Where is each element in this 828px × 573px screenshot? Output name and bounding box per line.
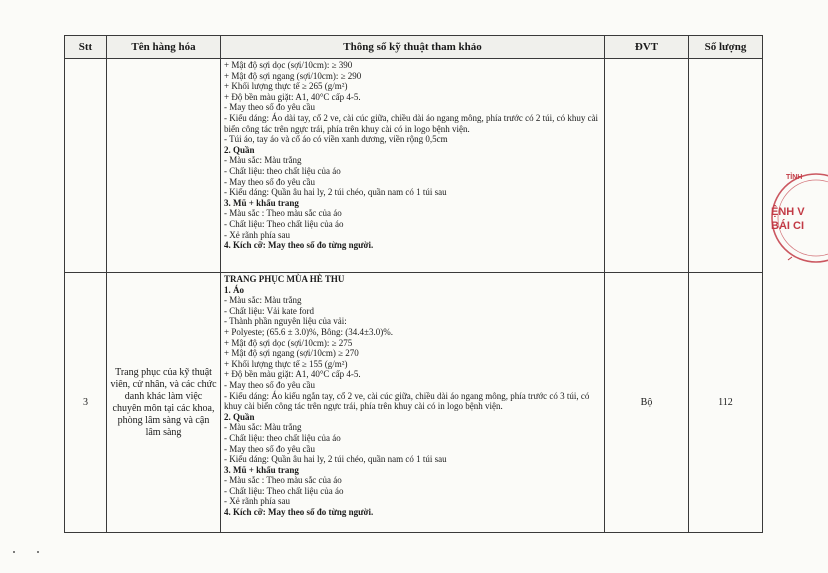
row1_lines-line: + Độ bền màu giặt: A1, 40°C cấp 4-5. bbox=[224, 91, 361, 102]
row2-spec-line: - Chất liệu: theo chất liệu của áo bbox=[224, 432, 341, 443]
table-row bbox=[65, 273, 763, 533]
row1_lines-line: + Mật độ sợi ngang (sợi/10cm): ≥ 290 bbox=[224, 70, 362, 81]
header-quantity: Số lượng bbox=[689, 36, 763, 59]
row2-spec-line: + Mật độ sợi ngang (sợi/10cm) ≥ 270 bbox=[224, 348, 359, 359]
row1_lines-line: - Màu sắc : Theo màu sắc của áo bbox=[224, 208, 342, 219]
row2-spec-line: - Thành phần nguyên liệu của vải: bbox=[224, 316, 347, 327]
row1_lines-line: - Kiểu dáng: Quần âu hai ly, 2 túi chéo, quần nam có 1 túi sau bbox=[224, 187, 447, 198]
row2-spec-line: + Polyeste; (65.6 ± 3.0)%, Bông: (34.4±3.0)%. bbox=[224, 326, 393, 337]
row1_lines-line: 4. Kích cỡ: May theo số đo từng người. bbox=[224, 240, 374, 251]
row1_lines-line: 3. Mũ + khẩu trang bbox=[224, 197, 299, 208]
scan-speck bbox=[13, 551, 15, 553]
row2-spec-line: - Màu sắc: Màu trắng bbox=[224, 422, 302, 433]
row2-spec-line: + Mật độ sợi dọc (sợi/10cm): ≥ 275 bbox=[224, 337, 353, 348]
row2-item-name: Trang phục của kỹ thuật viên, cử nhân, và các chức danh khác làm việc chuyên môn tại các khoa, phòng lâm sàng và cận lâm sàng bbox=[107, 273, 221, 533]
header-spec: Thông số kỹ thuật tham khảo bbox=[221, 36, 605, 59]
row1-name-cell bbox=[107, 59, 221, 273]
row2-spec-line: TRANG PHỤC MÙA HÈ THU bbox=[224, 274, 345, 284]
row1_lines-line: - Chất liệu: Theo chất liệu của áo bbox=[224, 218, 344, 229]
row2-spec-line: + Khối lượng thực tế ≥ 155 (g/m²) bbox=[224, 358, 348, 369]
row1_lines-line: - May theo số đo yêu cầu bbox=[224, 102, 315, 113]
row1_lines-line: - May theo số đo yêu cầu bbox=[224, 176, 315, 187]
row2-spec-line: - Xẻ rãnh phía sau bbox=[224, 496, 290, 507]
header-item-name: Tên hàng hóa bbox=[107, 36, 221, 59]
row1_lines-line: + Mật độ sợi dọc (sợi/10cm): ≥ 390 bbox=[224, 60, 353, 70]
row1_lines-line: + Khối lượng thực tế ≥ 265 (g/m²) bbox=[224, 81, 348, 92]
row2-spec-line: 2. Quần bbox=[224, 411, 255, 422]
row2-spec-line: 4. Kích cỡ: May theo số đo từng người. bbox=[224, 507, 374, 518]
row2-spec-text bbox=[224, 273, 601, 518]
row2-spec-line: + Độ bền màu giặt: A1, 40°C cấp 4-5. bbox=[224, 369, 361, 380]
row2-spec-line: - May theo số đo yêu cầu bbox=[224, 443, 315, 454]
row2-spec-line: - Chất liệu: Theo chất liệu của áo bbox=[224, 485, 344, 496]
row1_lines-line: - Chất liệu: theo chất liệu của áo bbox=[224, 165, 341, 176]
row1-spec-cell bbox=[221, 59, 605, 273]
hospital-seal-stamp bbox=[768, 170, 828, 270]
row1-stt-cell bbox=[65, 59, 107, 273]
row2-spec-line: - Màu sắc : Theo màu sắc của áo bbox=[224, 475, 342, 486]
row2-spec-line: - Kiểu dáng: Áo kiểu ngắn tay, cổ 2 ve, cài cúc giữa, chiều dài áo ngang mông, phía trước có 3 túi, có khuy cài biển công tác trên ngực trái, phía trên khuy cài có in logo bệnh viện. bbox=[224, 390, 590, 412]
seal-text-2: ỆNH V bbox=[771, 206, 805, 218]
row2-spec-line: - Màu sắc: Màu trắng bbox=[224, 295, 302, 306]
scan-speck bbox=[37, 551, 39, 553]
seal-text-1: TỈNH bbox=[786, 174, 803, 181]
seal-text-3: BÁI CI bbox=[771, 220, 804, 232]
row1-spec-text bbox=[224, 59, 601, 251]
row2-quantity: 112 bbox=[689, 273, 763, 533]
row1_lines-line: - Kiểu dáng: Áo dài tay, cổ 2 ve, cài cúc giữa, chiều dài áo ngang mông, phía trước có 2 túi, có khuy cài biển công tác trên ngực trái, phía trên khuy cài có in logo bệnh viện. bbox=[224, 112, 599, 134]
row2-spec-line: - Chất liệu: Vải kate ford bbox=[224, 305, 315, 316]
row1_lines-line: 2. Quần bbox=[224, 144, 255, 155]
row2-stt: 3 bbox=[65, 273, 107, 533]
row1_lines-line: - Túi áo, tay áo và cổ áo có viền xanh dương, viền rộng 0,5cm bbox=[224, 134, 448, 145]
header-stt: Stt bbox=[65, 36, 107, 59]
table-header-row bbox=[65, 36, 763, 59]
row1_lines-line: - Màu sắc: Màu trắng bbox=[224, 155, 302, 166]
row1_lines-line: - Xẻ rãnh phía sau bbox=[224, 229, 290, 240]
row2-spec-line: 3. Mũ + khẩu trang bbox=[224, 464, 299, 475]
row2-spec-line: - Kiểu dáng: Quần âu hai ly, 2 túi chéo, quần nam có 1 túi sau bbox=[224, 454, 447, 465]
row2-spec-line: 1. Áo bbox=[224, 284, 244, 295]
table-row bbox=[65, 59, 763, 273]
spec-table bbox=[64, 35, 763, 533]
row1-qty-cell bbox=[689, 59, 763, 273]
header-unit: ĐVT bbox=[605, 36, 689, 59]
row2-spec-line: - May theo số đo yêu cầu bbox=[224, 379, 315, 390]
row2-spec-cell bbox=[221, 273, 605, 533]
row1-unit-cell bbox=[605, 59, 689, 273]
row2-unit: Bộ bbox=[605, 273, 689, 533]
